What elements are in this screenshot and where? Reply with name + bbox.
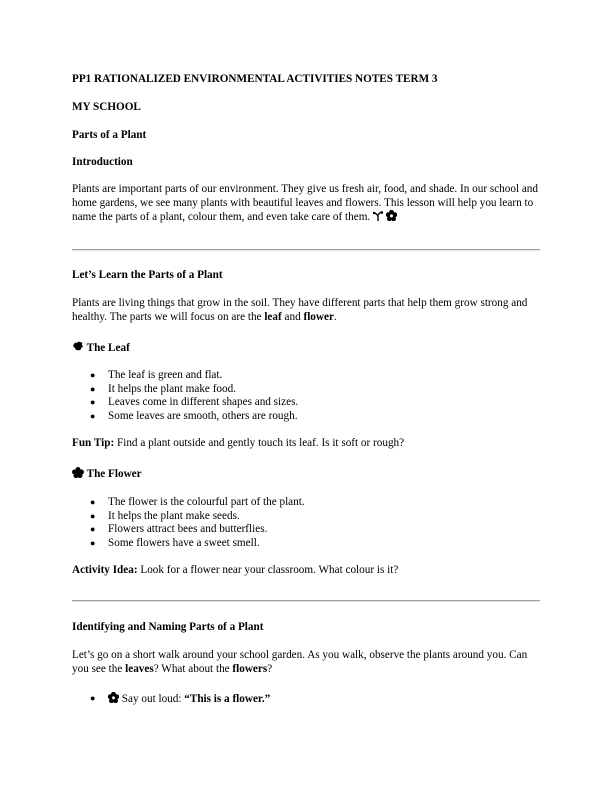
list-item-text: Flowers attract bees and butterflies. <box>108 523 268 536</box>
bullet: ● <box>90 370 96 380</box>
list-item-text: It helps the plant make seeds. <box>108 509 240 522</box>
fun-tip-label: Fun Tip: <box>72 437 115 449</box>
flower-icon <box>108 692 119 708</box>
hibiscus-icon <box>72 467 84 483</box>
bullet: ● <box>90 537 96 548</box>
activity-idea-text: Look for a flower near your classroom. What colour is it? <box>137 564 399 576</box>
list-item <box>72 523 305 537</box>
leaf-heading: The Leaf <box>86 342 130 354</box>
list-item <box>72 537 305 551</box>
list-item-text: It helps the plant make food. <box>108 382 237 395</box>
intro-text: Plants are important parts of our environment. They give us fresh air, food, and shade. In our school and home gardens, we see many plants with beautiful leaves and flowers. This lesson will help you learn to name the parts of a plant, colour them, and even take care of them. <box>72 183 538 224</box>
list-item <box>72 383 298 397</box>
learn-heading: Let’s Learn the Parts of a Plant <box>72 269 223 281</box>
fun-tip <box>72 437 404 451</box>
list-item-text: The flower is the colourful part of the plant. <box>108 496 305 508</box>
horizontal-rule <box>72 249 540 251</box>
list-item-text: Say out loud: <box>119 693 185 705</box>
bullet: ● <box>90 693 96 703</box>
flower-list <box>72 496 305 550</box>
intro-heading: Introduction <box>72 156 133 168</box>
activity-idea-label: Activity Idea: <box>72 564 138 576</box>
bullet: ● <box>90 524 96 535</box>
identify-text: Let’s go on a short walk around your school garden. As you walk, observe the plants around you. Can you see the <box>72 649 528 675</box>
flower-heading: The Flower <box>86 468 142 480</box>
list-item <box>72 510 305 524</box>
flower-heading-row <box>72 467 142 483</box>
learn-text: Plants are living things that grow in the soil. They have different parts that help them grow strong and healthy. The parts we will focus on are the <box>72 297 528 323</box>
leaf-list <box>72 369 298 423</box>
intro-paragraph <box>72 183 542 226</box>
identify-paragraph <box>72 649 542 676</box>
leaf-icon <box>72 341 84 357</box>
bullet: ● <box>90 410 96 421</box>
horizontal-rule <box>72 600 540 602</box>
learn-paragraph <box>72 297 542 324</box>
section-title: MY SCHOOL <box>72 101 141 113</box>
identify-text-mid: ? What about the <box>153 662 233 675</box>
identify-list <box>72 692 270 706</box>
identify-text-end: ? <box>267 662 273 675</box>
flower-icon <box>386 210 397 226</box>
list-item <box>72 410 298 424</box>
bullet: ● <box>90 497 96 507</box>
leaf-heading-row <box>72 341 130 357</box>
identify-heading: Identifying and Naming Parts of a Plant <box>72 621 264 633</box>
bold-flower: flower <box>303 310 334 323</box>
document-title: PP1 RATIONALIZED ENVIRONMENTAL ACTIVITIES NOTES TERM 3 <box>72 73 438 85</box>
bullet: ● <box>90 397 96 408</box>
bullet: ● <box>90 383 96 394</box>
list-item-bold: “This is a flower.” <box>184 693 271 705</box>
fun-tip-text: Find a plant outside and gently touch its leaf. Is it soft or rough? <box>114 437 405 449</box>
list-item <box>72 369 298 383</box>
seedling-icon <box>373 211 383 226</box>
learn-text-end: . <box>333 310 337 323</box>
list-item <box>72 396 298 410</box>
list-item <box>72 692 270 706</box>
bullet: ● <box>90 510 96 521</box>
list-item <box>72 496 305 510</box>
list-item-text: Some flowers have a sweet smell. <box>108 536 260 549</box>
bold-leaves: leaves <box>125 662 154 675</box>
activity-idea <box>72 564 398 578</box>
list-item-text: Leaves come in different shapes and sizes. <box>108 396 299 409</box>
topic-title: Parts of a Plant <box>72 129 147 141</box>
learn-text-and: and <box>281 310 304 323</box>
bold-leaf: leaf <box>264 310 282 323</box>
list-item-text: The leaf is green and flat. <box>108 369 223 381</box>
bold-flowers: flowers <box>232 662 268 675</box>
list-item-text: Some leaves are smooth, others are rough. <box>108 409 298 422</box>
